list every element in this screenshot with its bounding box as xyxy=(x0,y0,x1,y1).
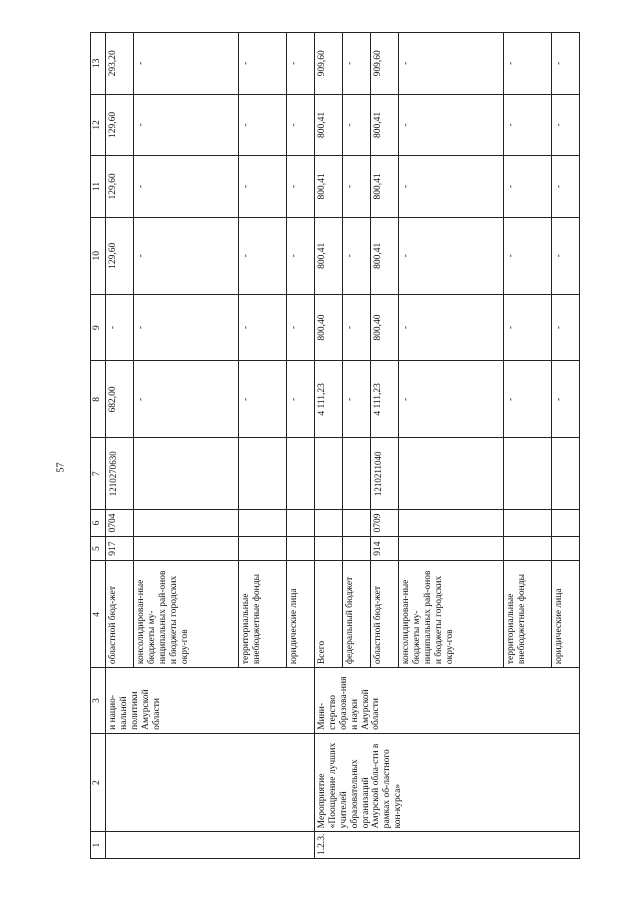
table-cell: - xyxy=(551,294,579,361)
table-cell: 4 111,23 xyxy=(371,361,399,438)
table-cell: областной бюд-жет xyxy=(106,561,134,668)
table-cell: 800,40 xyxy=(371,294,399,361)
table-cell: - xyxy=(134,94,239,156)
table-cell: - xyxy=(399,294,504,361)
table-cell: - xyxy=(286,94,314,156)
table-cell: 800,40 xyxy=(314,294,342,361)
table-cell xyxy=(314,510,342,537)
table-cell: 917 xyxy=(106,536,134,561)
table-cell: 909,60 xyxy=(371,33,399,95)
table-cell xyxy=(239,510,286,537)
table-cell xyxy=(239,438,286,510)
table-cell: - xyxy=(551,217,579,294)
table-cell: 129,60 xyxy=(106,156,134,218)
table-cell: - xyxy=(239,294,286,361)
table-cell: 800,41 xyxy=(314,217,342,294)
table-cell: федеральный бюджет xyxy=(342,561,370,668)
table-cell: - xyxy=(399,156,504,218)
table-cell: Мероприятие «Поощрение лучших учителей образовательных организаций Амурской обла-сти в рамках об-ластного кон-курса» xyxy=(314,733,579,832)
table-cell: - xyxy=(504,33,551,95)
column-header: 3 xyxy=(91,668,106,734)
table-cell: - xyxy=(399,33,504,95)
table-cell xyxy=(286,438,314,510)
table-cell xyxy=(106,733,315,832)
column-header: 12 xyxy=(91,94,106,156)
table-cell: - xyxy=(342,156,370,218)
table-cell: - xyxy=(239,361,286,438)
table-cell xyxy=(399,510,504,537)
table-cell: - xyxy=(106,294,134,361)
table-cell: - xyxy=(286,361,314,438)
table-cell xyxy=(342,438,370,510)
table-cell: Мини-стерство образова-ния и науки Амурской области xyxy=(314,668,579,734)
table-cell xyxy=(551,510,579,537)
table-cell xyxy=(239,536,286,561)
budget-table xyxy=(90,32,580,859)
table-cell xyxy=(399,438,504,510)
table-cell: 800,41 xyxy=(371,217,399,294)
table-cell: - xyxy=(286,217,314,294)
page-number: 57 xyxy=(55,462,67,473)
table-cell: - xyxy=(551,361,579,438)
table-cell: 129,60 xyxy=(106,217,134,294)
table-cell: - xyxy=(551,156,579,218)
table-cell: 800,41 xyxy=(371,156,399,218)
table-cell: - xyxy=(286,294,314,361)
table-cell: - xyxy=(504,361,551,438)
column-header: 9 xyxy=(91,294,106,361)
table-cell: - xyxy=(239,94,286,156)
table-cell: юридические лица xyxy=(551,561,579,668)
table-cell: - xyxy=(342,361,370,438)
table-cell: - xyxy=(342,94,370,156)
table-cell: - xyxy=(399,94,504,156)
table-header xyxy=(91,33,106,859)
rotated-table-wrapper xyxy=(90,32,580,859)
table-cell: - xyxy=(134,361,239,438)
table-cell: территориальные внебюджетные фонды xyxy=(504,561,551,668)
table-cell: 4 111,23 xyxy=(314,361,342,438)
column-header: 6 xyxy=(91,510,106,537)
table-cell: 909,60 xyxy=(314,33,342,95)
table-cell xyxy=(106,832,315,859)
table-cell: - xyxy=(342,33,370,95)
table-cell xyxy=(342,536,370,561)
table-cell xyxy=(134,536,239,561)
column-header: 10 xyxy=(91,217,106,294)
table-cell xyxy=(551,438,579,510)
column-header: 7 xyxy=(91,438,106,510)
table-cell: - xyxy=(504,217,551,294)
table-cell xyxy=(342,510,370,537)
column-header: 1 xyxy=(91,832,106,859)
column-header: 2 xyxy=(91,733,106,832)
table-cell xyxy=(504,510,551,537)
table-cell xyxy=(504,438,551,510)
table-cell: - xyxy=(286,156,314,218)
table-cell: 0704 xyxy=(106,510,134,537)
table-cell: 0709 xyxy=(371,510,399,537)
table-cell: 1210211040 xyxy=(371,438,399,510)
table-cell: 1.2.3. xyxy=(314,832,579,859)
table-cell: - xyxy=(134,294,239,361)
table xyxy=(90,32,580,859)
table-cell xyxy=(134,438,239,510)
table-cell: Всего xyxy=(314,561,342,668)
column-header: 5 xyxy=(91,536,106,561)
table-cell: и нацио-нальной политики Амурской области xyxy=(106,668,315,734)
table-cell: 1210270630 xyxy=(106,438,134,510)
table-cell: - xyxy=(399,361,504,438)
table-cell xyxy=(399,536,504,561)
table-cell: 800,41 xyxy=(371,94,399,156)
table-cell: - xyxy=(551,33,579,95)
table-cell xyxy=(286,510,314,537)
table-cell: - xyxy=(134,33,239,95)
table-cell: - xyxy=(134,217,239,294)
table-cell: - xyxy=(504,156,551,218)
table-cell: консолидирован-ные бюджеты му-ниципальных рай-онов и бюджеты городских окру-гов xyxy=(134,561,239,668)
table-cell: 682,00 xyxy=(106,361,134,438)
column-header: 4 xyxy=(91,561,106,668)
column-header: 8 xyxy=(91,361,106,438)
table-cell: 800,41 xyxy=(314,156,342,218)
table-cell: 914 xyxy=(371,536,399,561)
column-header: 13 xyxy=(91,33,106,95)
table-cell: консолидирован-ные бюджеты му-ниципальных рай-онов и бюджеты городских окру-гов xyxy=(399,561,504,668)
table-cell: юридические лица xyxy=(286,561,314,668)
table-cell xyxy=(551,536,579,561)
table-row xyxy=(314,33,342,859)
table-body xyxy=(106,33,580,859)
table-cell: 129,60 xyxy=(106,94,134,156)
table-cell: - xyxy=(286,33,314,95)
column-header: 11 xyxy=(91,156,106,218)
table-row xyxy=(106,33,134,859)
table-cell: 800,41 xyxy=(314,94,342,156)
table-cell: - xyxy=(239,33,286,95)
table-cell: территориальные внебюджетные фонды xyxy=(239,561,286,668)
table-cell xyxy=(314,536,342,561)
table-cell: - xyxy=(342,294,370,361)
table-cell: - xyxy=(399,217,504,294)
table-cell xyxy=(504,536,551,561)
table-cell xyxy=(286,536,314,561)
table-cell: - xyxy=(239,217,286,294)
table-cell: - xyxy=(239,156,286,218)
table-cell: - xyxy=(134,156,239,218)
table-cell: областной бюд-жет xyxy=(371,561,399,668)
table-cell: - xyxy=(551,94,579,156)
table-cell xyxy=(134,510,239,537)
table-cell: - xyxy=(504,94,551,156)
table-cell: 293,20 xyxy=(106,33,134,95)
table-cell: - xyxy=(504,294,551,361)
table-cell: - xyxy=(342,217,370,294)
table-cell xyxy=(314,438,342,510)
